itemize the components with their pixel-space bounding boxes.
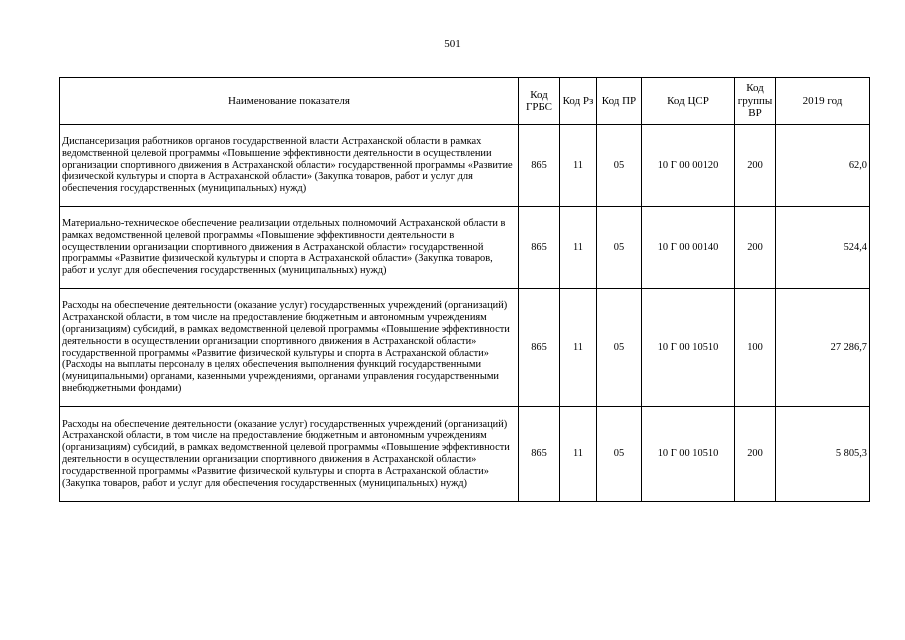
page-number: 501 (444, 38, 461, 50)
row-amount: 27 286,7 (776, 289, 870, 407)
row-grbs: 865 (519, 407, 560, 502)
budget-table (59, 77, 870, 502)
table-header-row (60, 78, 870, 125)
row-rz: 11 (560, 289, 597, 407)
row-amount: 5 805,3 (776, 407, 870, 502)
header-rz: Код Рз (560, 78, 597, 125)
row-pr: 05 (597, 407, 642, 502)
row-vr: 100 (735, 289, 776, 407)
table-row (60, 407, 870, 502)
row-grbs: 865 (519, 289, 560, 407)
row-name: Диспансеризация работников органов государственной власти Астраханской области в рамках ведомственной целевой программы «Повышение эффективности деятельности в осуществлении организации спортивного движения в Астраханской области» государственной программы «Развитие физической культуры и спорта в Астраханской области» (Закупка товаров, работ и услуг для обеспечения государственных (муниципальных) нужд) (60, 125, 519, 207)
row-amount: 524,4 (776, 207, 870, 289)
row-rz: 11 (560, 125, 597, 207)
row-pr: 05 (597, 125, 642, 207)
header-vr: Код группы ВР (735, 78, 776, 125)
row-grbs: 865 (519, 125, 560, 207)
row-csr: 10 Г 00 10510 (642, 289, 735, 407)
row-vr: 200 (735, 407, 776, 502)
row-csr: 10 Г 00 00140 (642, 207, 735, 289)
row-name: Расходы на обеспечение деятельности (оказание услуг) государственных учреждений (организаций) Астраханской области, в том числе на предоставление бюджетным и автономным учреждениям (организациям) субсидий, в рамках ведомственной целевой программы «Повышение эффективности деятельности в осуществлении организации спортивного движения в Астраханской области» государственной программы «Развитие физической культуры и спорта в Астраханской области» (Расходы на выплаты персоналу в целях обеспечения выполнения функций государственными (муниципальными) органами, казенными учреждениями, органами управления государственными внебюджетными фондами) (60, 289, 519, 407)
row-csr: 10 Г 00 00120 (642, 125, 735, 207)
row-name: Материально-техническое обеспечение реализации отдельных полномочий Астраханской области в рамках ведомственной целевой программы «Повышение эффективности деятельности в осуществлении организации спортивного движения в Астраханской области» государственной программы «Развитие физической культуры и спорта в Астраханской области» (Закупка товаров, работ и услуг для обеспечения государственных (муниципальных) нужд) (60, 207, 519, 289)
header-grbs: Код ГРБС (519, 78, 560, 125)
row-rz: 11 (560, 407, 597, 502)
table-row (60, 125, 870, 207)
row-amount: 62,0 (776, 125, 870, 207)
row-vr: 200 (735, 125, 776, 207)
row-rz: 11 (560, 207, 597, 289)
header-csr: Код ЦСР (642, 78, 735, 125)
row-vr: 200 (735, 207, 776, 289)
row-pr: 05 (597, 289, 642, 407)
table-row (60, 207, 870, 289)
row-grbs: 865 (519, 207, 560, 289)
header-pr: Код ПР (597, 78, 642, 125)
header-year: 2019 год (776, 78, 870, 125)
row-csr: 10 Г 00 10510 (642, 407, 735, 502)
header-name: Наименование показателя (60, 78, 519, 125)
row-name: Расходы на обеспечение деятельности (оказание услуг) государственных учреждений (организаций) Астраханской области, в том числе на предоставление бюджетным и автономным учреждениям (организациям) субсидий, в рамках ведомственной целевой программы «Повышение эффективности деятельности в осуществлении организации спортивного движения в Астраханской области» государственной программы «Развитие физической культуры и спорта в Астраханской области» (Закупка товаров, работ и услуг для обеспечения государственных (муниципальных) нужд) (60, 407, 519, 502)
row-pr: 05 (597, 207, 642, 289)
table-row (60, 289, 870, 407)
